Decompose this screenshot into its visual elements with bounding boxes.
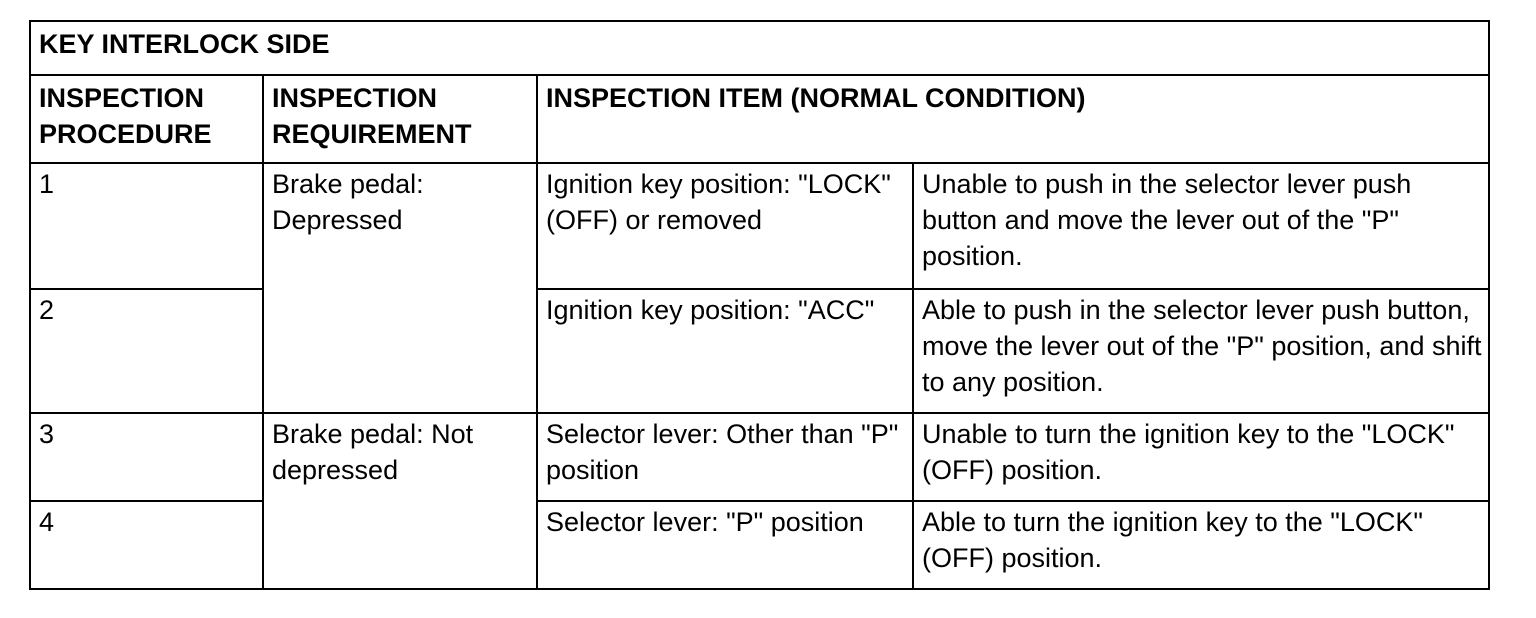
table-header-row (30, 75, 1489, 163)
procedure-cell: 3 (30, 413, 263, 501)
result-cell: Able to turn the ignition key to the "LOCK" (OFF) position. (913, 501, 1489, 589)
table-title: KEY INTERLOCK SIDE (30, 21, 1489, 75)
table-row (30, 289, 1489, 413)
condition-cell: Selector lever: Other than "P" position (537, 413, 913, 501)
procedure-cell: 2 (30, 289, 263, 413)
procedure-cell: 1 (30, 163, 263, 289)
table-row (30, 501, 1489, 589)
header-inspection-procedure: INSPECTION PROCEDURE (30, 75, 263, 163)
table-row (30, 413, 1489, 501)
result-cell: Unable to push in the selector lever push button and move the lever out of the "P" position. (913, 163, 1489, 289)
header-inspection-item: INSPECTION ITEM (NORMAL CONDITION) (537, 75, 1489, 163)
key-interlock-table (29, 20, 1490, 590)
header-inspection-requirement: INSPECTION REQUIREMENT (263, 75, 537, 163)
condition-cell: Ignition key position: "LOCK" (OFF) or removed (537, 163, 913, 289)
requirement-cell: Brake pedal: Not depressed (263, 413, 537, 589)
result-cell: Able to push in the selector lever push button, move the lever out of the "P" position, and shift to any position. (913, 289, 1489, 413)
procedure-cell: 4 (30, 501, 263, 589)
condition-cell: Selector lever: "P" position (537, 501, 913, 589)
result-cell: Unable to turn the ignition key to the "LOCK" (OFF) position. (913, 413, 1489, 501)
requirement-cell: Brake pedal: Depressed (263, 163, 537, 413)
condition-cell: Ignition key position: "ACC" (537, 289, 913, 413)
table-row (30, 163, 1489, 289)
table-title-row (30, 21, 1489, 75)
